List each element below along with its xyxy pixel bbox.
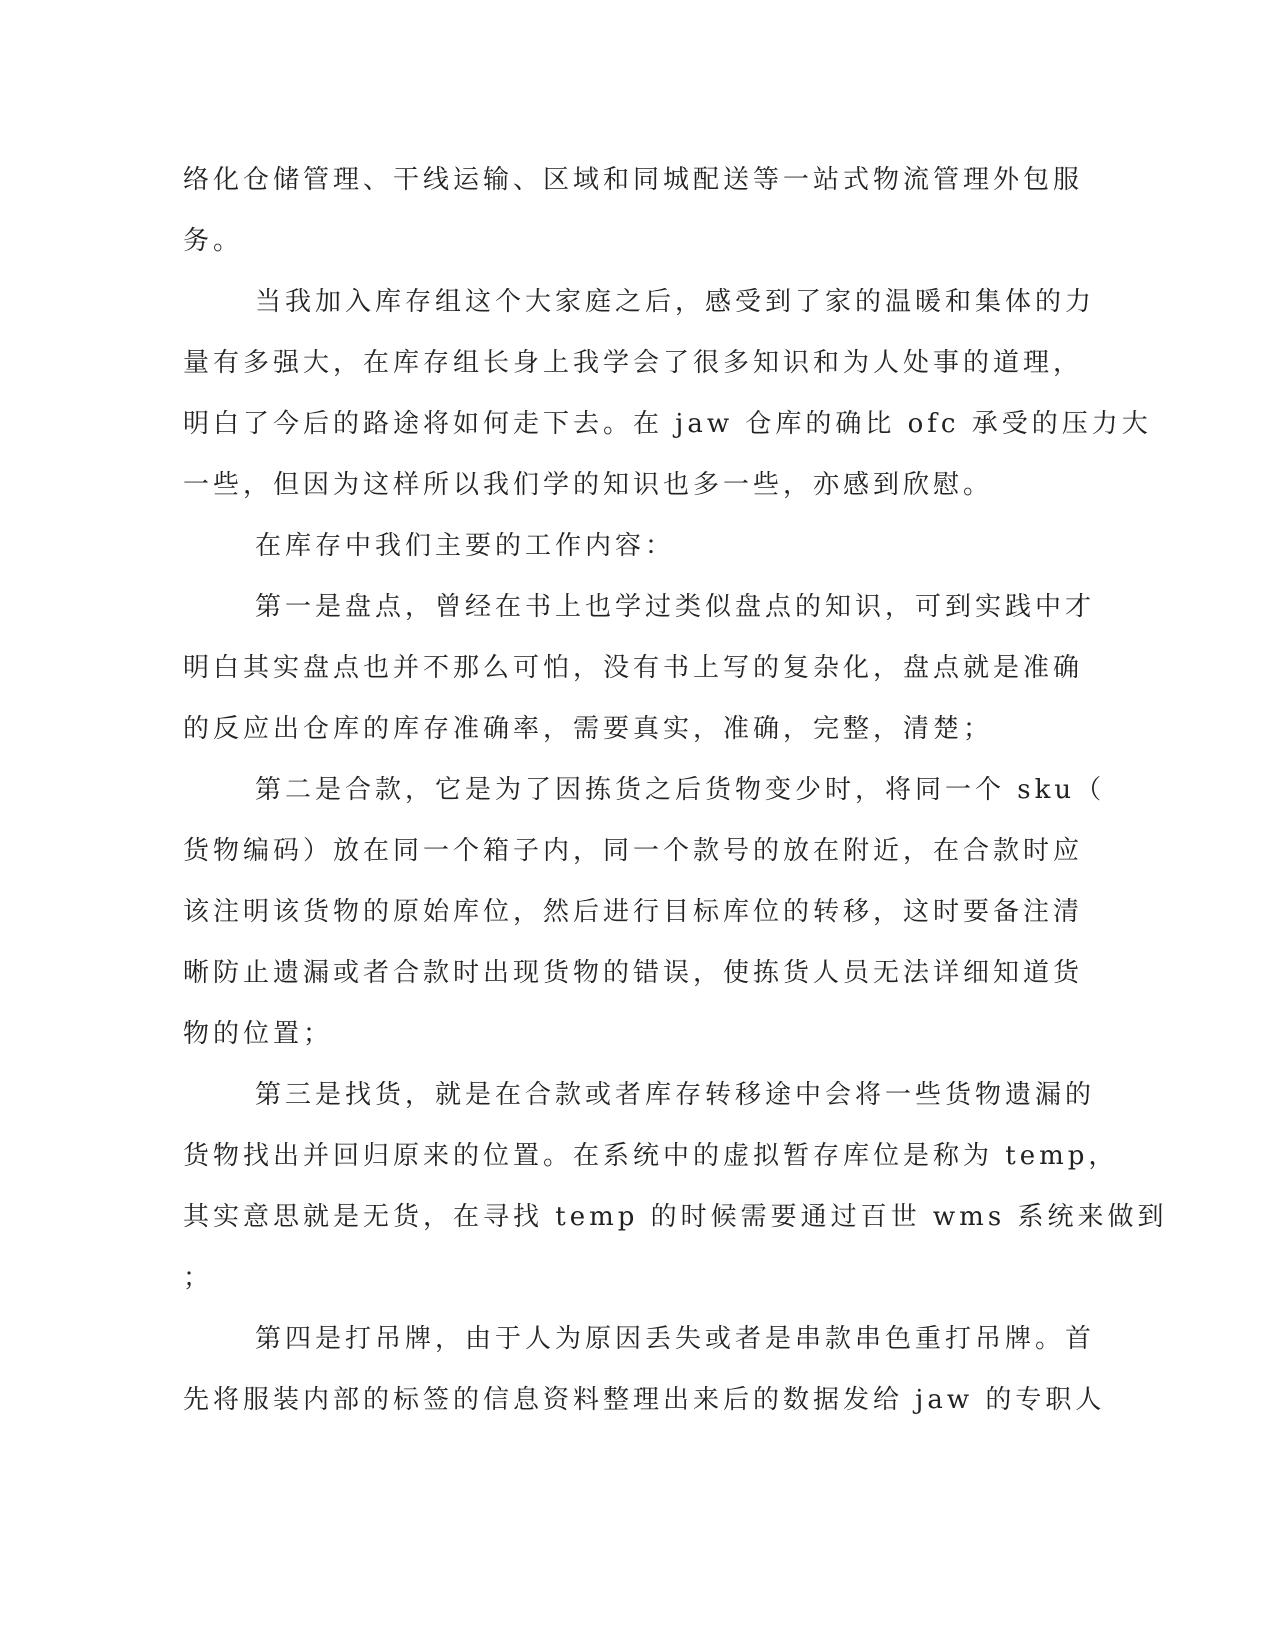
text-line: 量有多强大，在库存组长身上我学会了很多知识和为人处事的道理， xyxy=(183,348,1084,378)
text-line: 第一是盘点，曾经在书上也学过类似盘点的知识，可到实践中才 xyxy=(255,592,1096,622)
text-line: 的反应出仓库的库存准确率，需要真实，准确，完整，清楚； xyxy=(183,714,994,744)
text-line: 在库存中我们主要的工作内容： xyxy=(255,531,676,561)
text-line: 先将服装内部的标签的信息资料整理出来后的数据发给 jaw 的专职人 xyxy=(183,1385,1106,1415)
body-text xyxy=(183,158,1168,1439)
text-line: 络化仓储管理、干线运输、区域和同城配送等一站式物流管理外包服 xyxy=(183,165,1084,195)
text-line: 该注明该货物的原始库位，然后进行目标库位的转移，这时要备注清 xyxy=(183,897,1084,927)
text-line: 明白了今后的路途将如何走下去。在 jaw 仓库的确比 ofc 承受的压力大 xyxy=(183,409,1152,439)
text-line: 务。 xyxy=(183,226,244,256)
text-line: 第三是找货，就是在合款或者库存转移途中会将一些货物遗漏的 xyxy=(255,1080,1096,1110)
text-line: 第四是打吊牌，由于人为原因丢失或者是串款串色重打吊牌。首 xyxy=(255,1324,1096,1354)
text-line: 当我加入库存组这个大家庭之后，感受到了家的温暖和集体的力 xyxy=(255,287,1096,317)
text-line: 第二是合款，它是为了因拣货之后货物变少时，将同一个 sku（ xyxy=(255,775,1106,805)
text-line: 物的位置； xyxy=(183,1019,334,1049)
text-line: 晰防止遗漏或者合款时出现货物的错误，使拣货人员无法详细知道货 xyxy=(183,958,1084,988)
text-line: 货物找出并回归原来的位置。在系统中的虚拟暂存库位是称为 temp， xyxy=(183,1141,1119,1171)
text-line: ； xyxy=(183,1263,214,1293)
text-line: 一些，但因为这样所以我们学的知识也多一些，亦感到欣慰。 xyxy=(183,470,994,500)
text-line: 明白其实盘点也并不那么可怕，没有书上写的复杂化，盘点就是准确 xyxy=(183,653,1084,683)
text-line: 其实意思就是无货，在寻找 temp 的时候需要通过百世 wms 系统来做到 xyxy=(183,1202,1168,1232)
text-line: 货物编码）放在同一个箱子内，同一个款号的放在附近，在合款时应 xyxy=(183,836,1084,866)
